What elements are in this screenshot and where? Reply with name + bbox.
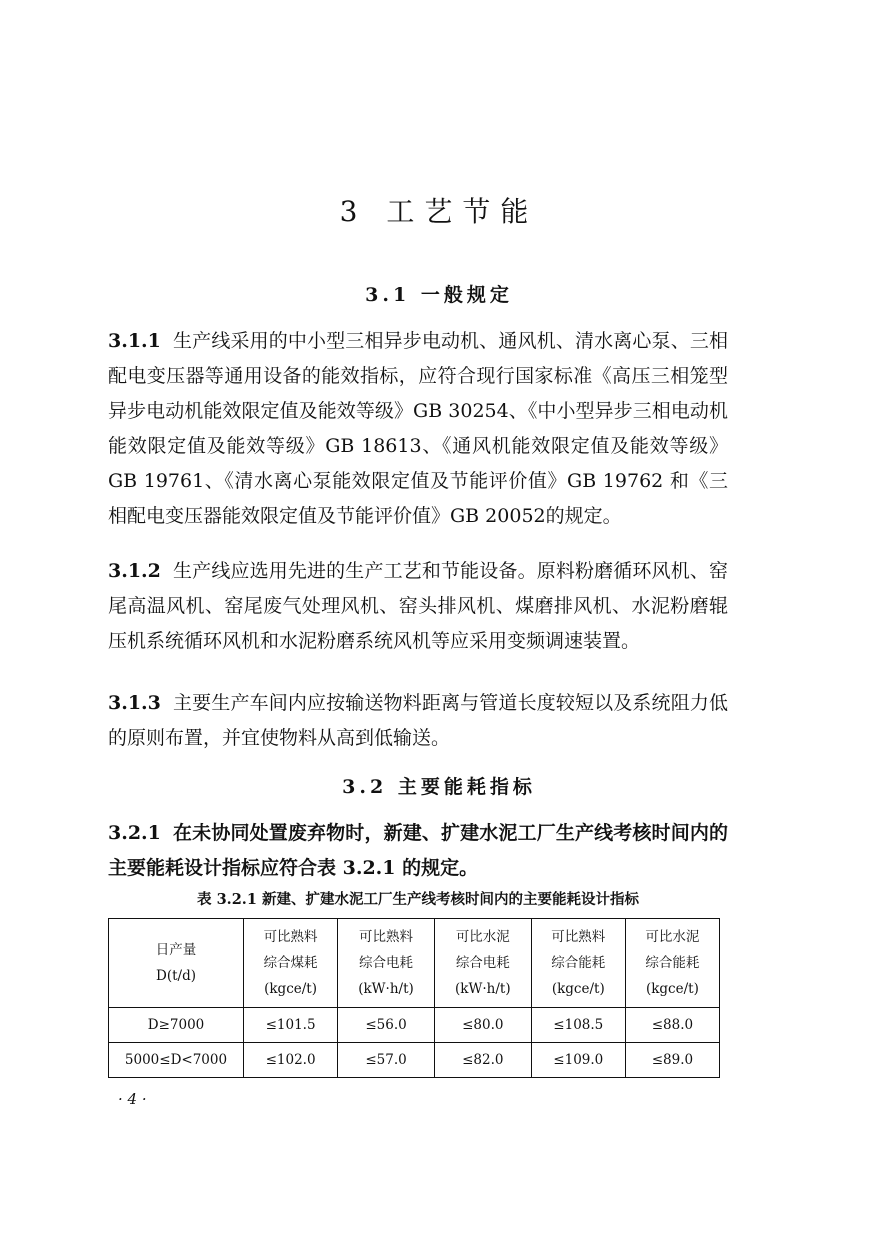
table-cell: ≤89.0 bbox=[625, 1043, 719, 1078]
clause-number: 3.1.3 bbox=[108, 692, 161, 714]
chapter-title: 3 工艺节能 bbox=[339, 195, 539, 228]
header-clinker-power: 可比熟料 综合电耗 (kW·h/t) bbox=[338, 919, 435, 1008]
table-cell: ≤101.5 bbox=[244, 1008, 338, 1043]
table-cell: ≤88.0 bbox=[625, 1008, 719, 1043]
table-cell: ≤109.0 bbox=[531, 1043, 625, 1078]
table-cell: ≤82.0 bbox=[434, 1043, 531, 1078]
clause-3-1-1 bbox=[108, 324, 728, 534]
table-cell: 5000≤D<7000 bbox=[109, 1043, 244, 1078]
table-header-row bbox=[109, 919, 720, 1008]
clause-text: 生产线应选用先进的生产工艺和节能设备。原料粉磨循环风机、窑尾高温风机、窑尾废气处理风机、窑头排风机、煤磨排风机、水泥粉磨辊压机系统循环风机和水泥粉磨系统风机等应采用变频调速装置。 bbox=[108, 560, 728, 652]
table-cell: D≥7000 bbox=[109, 1008, 244, 1043]
table-cell: ≤80.0 bbox=[434, 1008, 531, 1043]
table-cell: ≤56.0 bbox=[338, 1008, 435, 1043]
clause-text: 生产线采用的中小型三相异步电动机、通风机、清水离心泵、三相配电变压器等通用设备的能效指标，应符合现行国家标准《高压三相笼型异步电动机能效限定值及能效等级》GB 30254、《中小型异步三相电动机能效限定值及能效等级》GB 18613、《通风机能效限定值及能效等级》GB 19761、《清水离心泵能效限定值及节能评价值》GB 19762 和《三相配电变压器能效限定值及节能评价值》GB 20052的规定。 bbox=[108, 330, 728, 527]
table-cell: ≤102.0 bbox=[244, 1043, 338, 1078]
table-caption: 表 3.2.1 新建、扩建水泥工厂生产线考核时间内的主要能耗设计指标 bbox=[197, 891, 639, 908]
clause-number: 3.2.1 bbox=[108, 822, 161, 844]
table-row bbox=[109, 1008, 720, 1043]
table-row bbox=[109, 1043, 720, 1078]
section-heading-3-1: 3.1 一般规定 bbox=[365, 284, 513, 306]
header-clinker-energy: 可比熟料 综合能耗 (kgce/t) bbox=[531, 919, 625, 1008]
clause-3-2-1 bbox=[108, 816, 728, 886]
table-cell: ≤57.0 bbox=[338, 1043, 435, 1078]
section-heading-3-2: 3.2 主要能耗指标 bbox=[342, 776, 536, 798]
clause-number: 3.1.2 bbox=[108, 560, 161, 582]
clause-3-1-2 bbox=[108, 554, 728, 659]
table-cell: ≤108.5 bbox=[531, 1008, 625, 1043]
header-daily-output: 日产量 D(t/d) bbox=[109, 919, 244, 1008]
energy-indicator-table bbox=[108, 918, 720, 1078]
clause-text: 在未协同处置废弃物时，新建、扩建水泥工厂生产线考核时间内的主要能耗设计指标应符合表 3.2.1 的规定。 bbox=[108, 822, 728, 879]
header-cement-energy: 可比水泥 综合能耗 (kgce/t) bbox=[625, 919, 719, 1008]
page-number: · 4 · bbox=[118, 1090, 147, 1108]
clause-number: 3.1.1 bbox=[108, 330, 161, 352]
clause-3-1-3 bbox=[108, 686, 728, 756]
clause-text: 主要生产车间内应按输送物料距离与管道长度较短以及系统阻力低的原则布置，并宜使物料从高到低输送。 bbox=[108, 692, 728, 749]
header-cement-power: 可比水泥 综合电耗 (kW·h/t) bbox=[434, 919, 531, 1008]
header-clinker-coal: 可比熟料 综合煤耗 (kgce/t) bbox=[244, 919, 338, 1008]
